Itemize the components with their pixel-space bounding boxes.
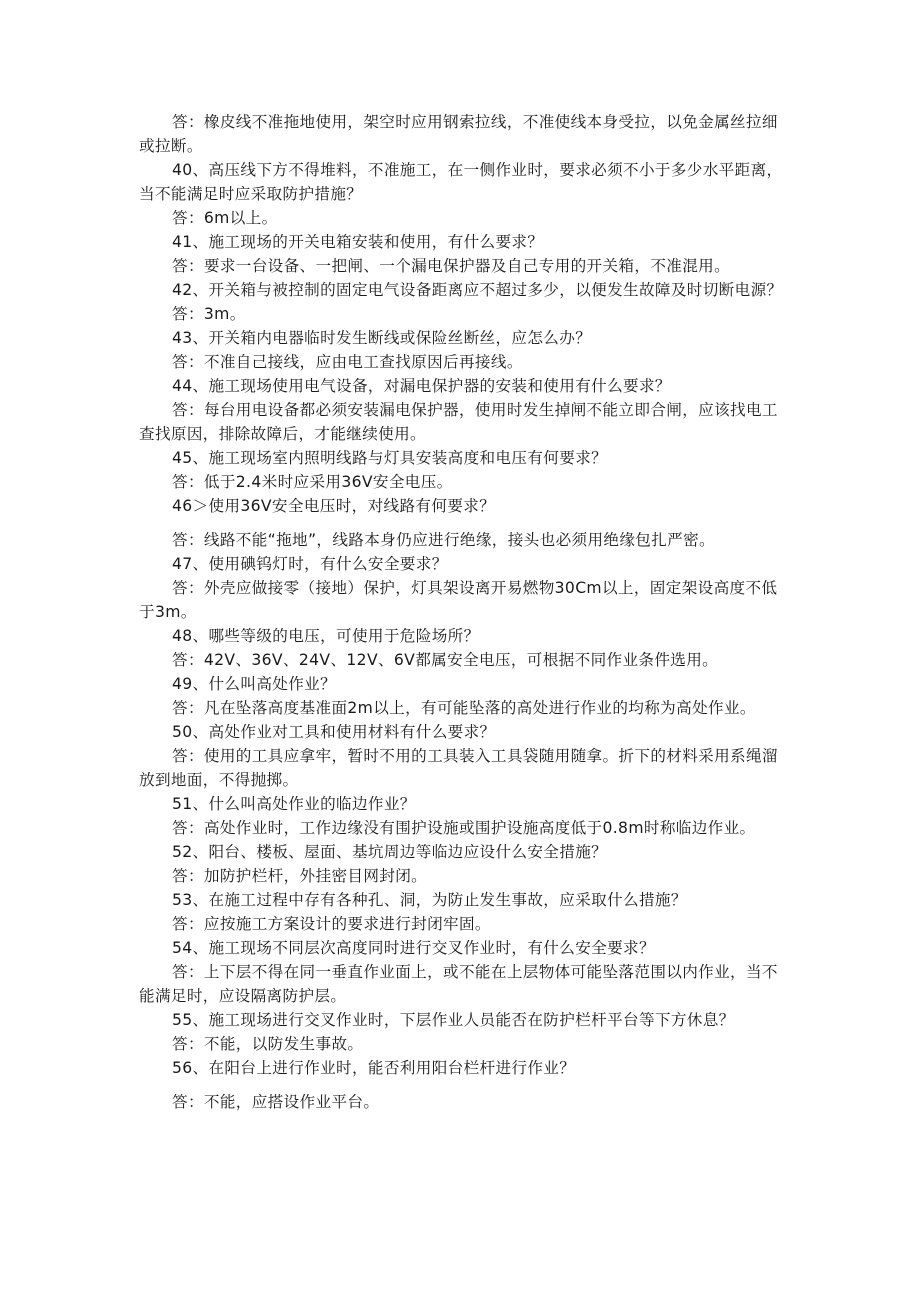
paragraph-text: 52、阳台、楼板、屋面、基坑周边等临边应设什么安全措施？ bbox=[172, 843, 608, 861]
paragraph bbox=[139, 960, 789, 1008]
paragraph-text: 44、施工现场使用电气设备，对漏电保护器的安装和使用有什么要求？ bbox=[172, 377, 671, 395]
paragraph-text: 答：使用的工具应拿牢，暂时不用的工具装入工具袋随用随拿。折下的材料采用系绳溜放到地面，不得抛掷。 bbox=[139, 747, 778, 789]
paragraph-text: 48、哪些等级的电压，可使用于危险场所？ bbox=[172, 627, 480, 645]
paragraph-text: 55、施工现场进行交叉作业时，下层作业人员能否在防护栏杆平台等下方休息？ bbox=[172, 1011, 735, 1029]
paragraph-text: 47、使用碘钨灯时，有什么安全要求？ bbox=[172, 555, 448, 573]
paragraph bbox=[139, 528, 789, 552]
paragraph bbox=[139, 1056, 789, 1080]
paragraph-text: 答：外壳应做接零（接地）保护，灯具架设离开易燃物30Cm以上，固定架设高度不低于3m。 bbox=[139, 579, 778, 621]
paragraph bbox=[139, 230, 789, 254]
paragraph-text: 答：加防护栏杆，外挂密目网封闭。 bbox=[172, 867, 428, 885]
paragraph-text: 答：上下层不得在同一垂直作业面上，或不能在上层物体可能坠落范围以内作业，当不能满足时，应设隔离防护层。 bbox=[139, 963, 778, 1005]
paragraph-text: 53、在施工过程中存有各种孔、洞，为防止发生事故，应采取什么措施？ bbox=[172, 891, 687, 909]
paragraph-text: 50、高处作业对工具和使用材料有什么要求？ bbox=[172, 723, 496, 741]
paragraph bbox=[139, 446, 789, 470]
paragraph bbox=[139, 936, 789, 960]
paragraph bbox=[139, 494, 789, 518]
paragraph bbox=[139, 326, 789, 350]
paragraph bbox=[139, 398, 789, 446]
paragraph bbox=[139, 1090, 789, 1114]
paragraph-text: 答：低于2.4米时应采用36V安全电压。 bbox=[172, 473, 453, 491]
paragraph bbox=[139, 158, 789, 206]
paragraph bbox=[139, 624, 789, 648]
paragraph bbox=[139, 374, 789, 398]
paragraph-text: 43、开关箱内电器临时发生断线或保险丝断丝，应怎么办？ bbox=[172, 329, 592, 347]
paragraph bbox=[139, 816, 789, 840]
paragraph-text: 答：不能，以防发生事故。 bbox=[172, 1035, 364, 1053]
paragraph-text: 56、在阳台上进行作业时，能否利用阳台栏杆进行作业？ bbox=[172, 1059, 576, 1077]
paragraph-text: 答：42V、36V、24V、12V、6V都属安全电压，可根据不同作业条件选用。 bbox=[172, 651, 719, 669]
paragraph bbox=[139, 254, 789, 278]
paragraph bbox=[139, 864, 789, 888]
paragraph bbox=[139, 350, 789, 374]
paragraph-text: 答：不准自己接线，应由电工查找原因后再接线。 bbox=[172, 353, 523, 371]
paragraph-text: 答：3m。 bbox=[172, 305, 246, 323]
paragraph-text: 答：高处作业时，工作边缘没有围护设施或围护设施高度低于0.8m时称临边作业。 bbox=[172, 819, 756, 837]
paragraph bbox=[139, 576, 789, 624]
paragraph bbox=[139, 302, 789, 326]
paragraph bbox=[139, 1008, 789, 1032]
paragraph bbox=[139, 552, 789, 576]
paragraph bbox=[139, 720, 789, 744]
paragraph-text: 42、开关箱与被控制的固定电气设备距离应不超过多少，以便发生故障及时切断电源？ bbox=[172, 281, 783, 299]
paragraph bbox=[139, 888, 789, 912]
paragraph-text: 答：应按施工方案设计的要求进行封闭牢固。 bbox=[172, 915, 491, 933]
paragraph-text: 答：每台用电设备都必须安装漏电保护器，使用时发生掉闸不能立即合闸，应该找电工查找原因，排除故障后，才能继续使用。 bbox=[139, 401, 778, 443]
paragraph-text: 51、什么叫高处作业的临边作业？ bbox=[172, 795, 416, 813]
paragraph-text: 答：线路不能“拖地”，线路本身仍应进行绝缘，接头也必须用绝缘包扎严密。 bbox=[172, 531, 716, 549]
paragraph bbox=[139, 278, 789, 302]
paragraph-text: 54、施工现场不同层次高度同时进行交叉作业时，有什么安全要求？ bbox=[172, 939, 655, 957]
document-body bbox=[139, 110, 789, 1114]
paragraph bbox=[139, 840, 789, 864]
paragraph bbox=[139, 744, 789, 792]
paragraph-text: 49、什么叫高处作业？ bbox=[172, 675, 337, 693]
paragraph bbox=[139, 696, 789, 720]
paragraph-text: 答：6m以上。 bbox=[172, 209, 278, 227]
paragraph bbox=[139, 672, 789, 696]
paragraph-text: 答：橡皮线不准拖地使用，架空时应用钢索拉线，不准使线本身受拉，以免金属丝拉细或拉断。 bbox=[139, 113, 778, 155]
paragraph bbox=[139, 648, 789, 672]
paragraph-text: 46＞使用36V安全电压时，对线路有何要求？ bbox=[172, 497, 496, 515]
paragraph-text: 40、高压线下方不得堆料，不准施工，在一侧作业时，要求必须不小于多少水平距离，当不能满足时应采取防护措施？ bbox=[139, 161, 783, 203]
paragraph-text: 答：凡在坠落高度基准面2m以上，有可能坠落的高处进行作业的均称为高处作业。 bbox=[172, 699, 756, 717]
paragraph-text: 41、施工现场的开关电箱安装和使用，有什么要求？ bbox=[172, 233, 544, 251]
paragraph bbox=[139, 206, 789, 230]
paragraph bbox=[139, 1032, 789, 1056]
paragraph bbox=[139, 110, 789, 158]
paragraph bbox=[139, 912, 789, 936]
paragraph-text: 45、施工现场室内照明线路与灯具安装高度和电压有何要求？ bbox=[172, 449, 608, 467]
paragraph-text: 答：不能，应搭设作业平台。 bbox=[172, 1093, 380, 1111]
paragraph-text: 答：要求一台设备、一把闸、一个漏电保护器及自己专用的开关箱，不准混用。 bbox=[172, 257, 731, 275]
paragraph bbox=[139, 792, 789, 816]
paragraph bbox=[139, 470, 789, 494]
